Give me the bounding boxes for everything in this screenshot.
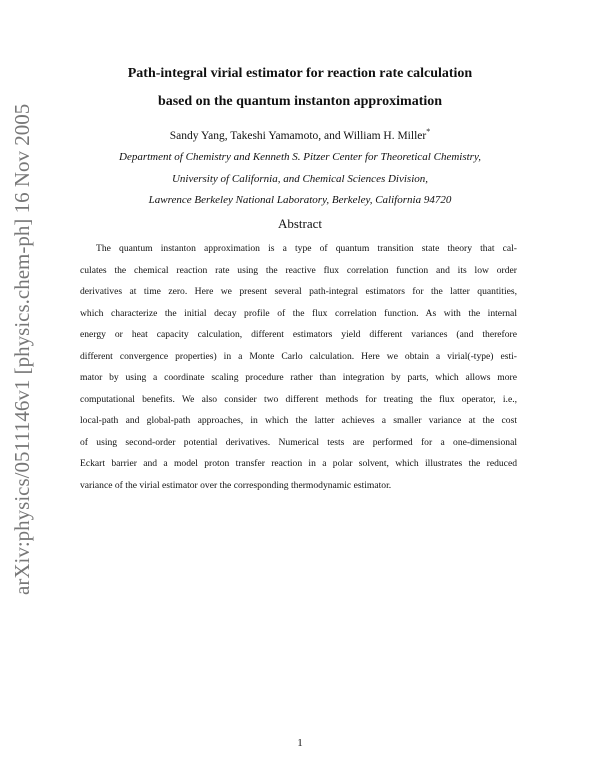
- abstract-line: culates the chemical reaction rate using the reactive flux correlation function and its low order: [80, 264, 517, 276]
- abstract-line: mator by using a coordinate scaling procedure rather than integration by parts, which allows more: [80, 372, 517, 384]
- paper-title-line-1: Path-integral virial estimator for reaction rate calculation: [127, 66, 473, 81]
- abstract-body: [80, 238, 517, 497]
- corresponding-author-marker: *: [426, 127, 431, 136]
- abstract-line: local-path and global-path approaches, in which the latter achieves a smaller variance at the cost: [80, 415, 517, 427]
- abstract-line: The quantum instanton approximation is a type of quantum transition state theory that cal-: [96, 243, 517, 254]
- author-names: Sandy Yang, Takeshi Yamamoto, and William H. Miller: [169, 129, 427, 142]
- abstract-line: Eckart barrier and a model proton transfer reaction in a polar solvent, which illustrates the reduced: [80, 458, 517, 470]
- abstract-line: of using second-order potential derivatives. Numerical tests are performed for a one-dimensional: [80, 436, 517, 448]
- affiliation-line-2: University of California, and Chemical Sciences Division,: [171, 173, 429, 185]
- abstract-line: energy or heat capacity calculation, different estimators yield different variances (and therefore: [80, 329, 517, 341]
- paper-title-line-2: based on the quantum instanton approximation: [157, 94, 443, 109]
- abstract-line: different convergence properties) in a Monte Carlo calculation. Here we obtain a virial(-type) esti-: [80, 350, 517, 362]
- abstract-line: which characterize the initial decay profile of the flux correlation function. As with the internal: [80, 307, 517, 319]
- author-list: [0, 127, 600, 142]
- abstract-heading: Abstract: [277, 216, 323, 231]
- abstract-line: variance of the virial estimator over the corresponding thermodynamic estimator.: [80, 480, 392, 492]
- affiliation-line-1: Department of Chemistry and Kenneth S. Pitzer Center for Theoretical Chemistry,: [119, 151, 481, 163]
- page-number: 1: [297, 737, 303, 749]
- arxiv-identifier-stamp: arXiv:physics/0511146v1 [physics.chem-ph] 16 Nov 2005: [9, 103, 34, 595]
- abstract-line: computational benefits. We also consider two different methods for treating the flux operator, i.e.,: [80, 393, 517, 405]
- affiliation-line-3: Lawrence Berkeley National Laboratory, Berkeley, California 94720: [148, 194, 452, 206]
- abstract-line: derivatives at time zero. Here we present several path-integral estimators for the latter quantities,: [80, 286, 517, 298]
